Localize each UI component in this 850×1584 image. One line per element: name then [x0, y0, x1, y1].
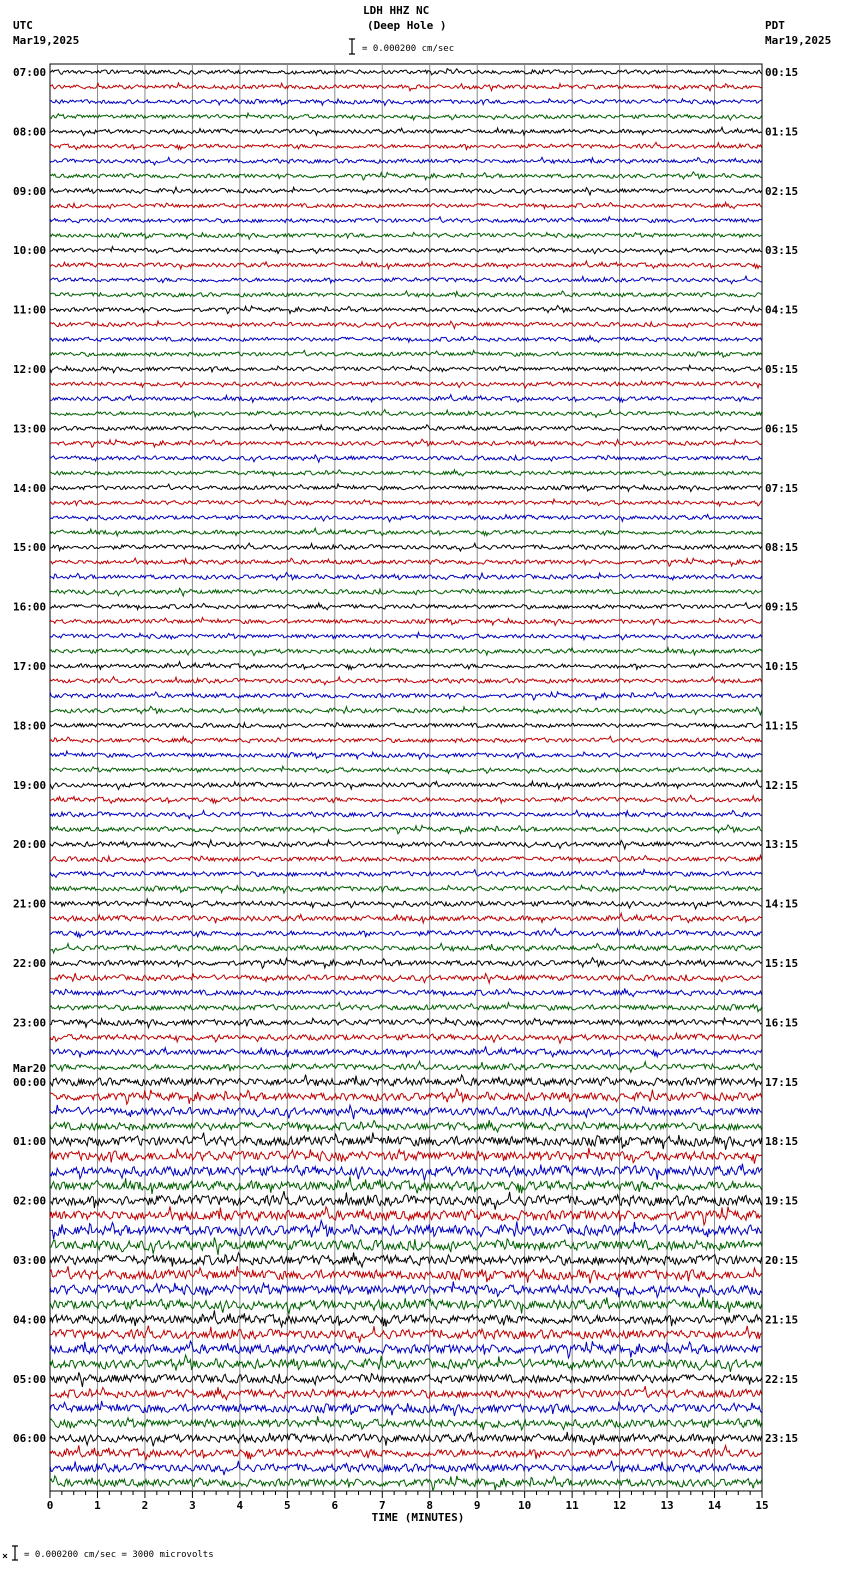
seismic-trace: [50, 514, 762, 521]
seismic-trace: [50, 913, 762, 923]
seismic-trace: [50, 1386, 762, 1399]
seismic-trace: [50, 425, 762, 431]
seismic-trace: [50, 69, 762, 75]
x-tick-label: 12: [612, 1499, 627, 1512]
utc-hour-label: 06:00: [13, 1432, 47, 1446]
seismic-trace: [50, 958, 762, 969]
seismic-trace: [50, 336, 762, 342]
right-timezone: PDT: [765, 19, 785, 32]
utc-hour-label: 05:00: [13, 1372, 47, 1386]
utc-hour-label: 13:00: [13, 422, 47, 436]
seismic-trace: [50, 1075, 762, 1087]
pdt-hour-label: 23:15: [765, 1432, 799, 1446]
seismic-trace: [50, 1372, 762, 1387]
seismic-trace: [50, 1461, 762, 1475]
seismic-trace: [50, 928, 762, 937]
station-title: LDH HHZ NC: [363, 4, 430, 17]
utc-hour-label: 11:00: [13, 303, 47, 317]
pdt-hour-label: 13:15: [765, 838, 799, 852]
pdt-hour-label: 11:15: [765, 719, 799, 733]
x-tick-label: 6: [331, 1499, 339, 1512]
seismic-trace: [50, 1206, 762, 1225]
utc-hour-label: 00:00: [13, 1075, 47, 1089]
seismic-trace: [50, 410, 762, 418]
seismic-trace: [50, 1221, 762, 1240]
pdt-hour-label: 08:15: [765, 541, 799, 555]
seismic-trace: [50, 677, 762, 685]
pdt-hour-label: 14:15: [765, 897, 799, 911]
seismic-trace: [50, 780, 762, 789]
seismic-trace: [50, 1310, 762, 1326]
pdt-hour-label: 12:15: [765, 778, 799, 792]
footer-scale-label: = 0.000200 cm/sec = 3000 microvolts: [24, 1550, 214, 1560]
pdt-hour-label: 05:15: [765, 363, 799, 376]
pdt-hour-label: 17:15: [765, 1075, 799, 1089]
seismic-trace: [50, 573, 762, 580]
seismic-trace: [50, 988, 762, 996]
seismic-trace: [50, 291, 762, 297]
seismic-trace: [50, 127, 762, 135]
x-tick-label: 5: [284, 1499, 291, 1512]
right-date: Mar19,2025: [765, 34, 832, 47]
seismic-trace: [50, 706, 762, 715]
seismic-trace: [50, 217, 762, 223]
seismic-trace: [50, 247, 762, 255]
seismic-trace: [50, 736, 762, 743]
x-tick-label: 8: [426, 1499, 434, 1512]
seismic-trace: [50, 662, 762, 670]
pdt-hour-label: 21:15: [765, 1313, 799, 1327]
seismic-trace: [50, 840, 762, 849]
x-tick-label: 13: [660, 1499, 674, 1512]
footer-marker-icon: [3, 1554, 7, 1558]
seismic-trace: [50, 470, 762, 476]
seismic-trace: [50, 825, 762, 834]
seismic-trace: [50, 543, 762, 551]
utc-hour-label: 15:00: [13, 541, 47, 555]
seismic-trace: [50, 943, 762, 953]
seismic-trace: [50, 350, 762, 357]
x-tick-label: 15: [755, 1499, 769, 1512]
footer-scale-bar-icon: [12, 1546, 18, 1560]
seismic-trace: [50, 1416, 762, 1430]
station-location: (Deep Hole ): [367, 19, 447, 32]
seismic-trace: [50, 99, 762, 106]
seismic-trace: [50, 321, 762, 329]
seismic-trace: [50, 1401, 762, 1416]
seismic-trace: [50, 1266, 762, 1283]
seismic-trace: [50, 618, 762, 626]
seismic-trace: [50, 885, 762, 893]
seismic-trace: [50, 1105, 762, 1119]
seismic-trace: [50, 1061, 762, 1072]
seismic-trace: [50, 499, 762, 506]
utc-hour-label: 19:00: [13, 778, 47, 792]
utc-hour-label: 21:00: [13, 897, 47, 911]
seismic-trace: [50, 1133, 762, 1150]
seismic-trace: [50, 633, 762, 640]
seismic-trace: [50, 381, 762, 388]
seismic-trace: [50, 1297, 762, 1314]
seismic-trace: [50, 365, 762, 372]
x-tick-label: 11: [565, 1499, 579, 1512]
utc-hour-label: 09:00: [13, 184, 47, 198]
utc-hour-label: 22:00: [13, 957, 47, 970]
seismic-trace: [50, 1476, 762, 1490]
seismic-trace: [50, 1148, 762, 1164]
seismic-trace: [50, 1164, 762, 1181]
pdt-hour-label: 03:15: [765, 244, 799, 258]
pdt-hour-label: 20:15: [765, 1254, 799, 1267]
pdt-hour-label: 22:15: [765, 1372, 799, 1386]
x-tick-label: 0: [46, 1499, 54, 1512]
seismic-trace: [50, 528, 762, 536]
utc-hour-label: 12:00: [13, 363, 47, 376]
x-tick-label: 10: [518, 1499, 532, 1512]
utc-hour-label: 03:00: [13, 1254, 47, 1267]
seismic-trace: [50, 973, 762, 983]
seismic-trace: [50, 1445, 762, 1459]
seismic-trace: [50, 558, 762, 566]
seismic-trace: [50, 1120, 762, 1132]
left-date: Mar19,2025: [13, 34, 80, 47]
utc-hour-label: 10:00: [13, 244, 47, 258]
x-axis-label: TIME (MINUTES): [371, 1511, 465, 1524]
seismic-trace: [50, 1355, 762, 1372]
utc-hour-label: 20:00: [13, 838, 47, 852]
date-change-label: Mar20: [13, 1061, 47, 1075]
seismic-trace: [50, 588, 762, 596]
seismic-trace: [50, 1432, 762, 1446]
pdt-hour-label: 07:15: [765, 481, 799, 495]
seismic-trace: [50, 1046, 762, 1057]
pdt-hour-label: 02:15: [765, 184, 799, 198]
seismic-trace: [50, 899, 762, 909]
pdt-hour-label: 10:15: [765, 660, 799, 673]
seismic-trace: [50, 172, 762, 180]
seismic-trace: [50, 306, 762, 314]
pdt-hour-label: 16:15: [765, 1016, 799, 1030]
utc-hour-label: 01:00: [13, 1135, 47, 1149]
seismic-trace: [50, 1191, 762, 1210]
seismic-trace: [50, 766, 762, 773]
utc-hour-label: 02:00: [13, 1194, 47, 1208]
seismic-trace: [50, 603, 762, 610]
x-tick-label: 2: [141, 1499, 149, 1512]
seismic-trace: [50, 276, 762, 284]
seismic-trace: [50, 692, 762, 700]
x-tick-label: 1: [94, 1499, 101, 1512]
seismic-trace: [50, 439, 762, 447]
utc-hour-label: 18:00: [13, 719, 47, 733]
utc-hour-label: 14:00: [13, 481, 47, 495]
seismic-trace: [50, 795, 762, 803]
pdt-hour-label: 04:15: [765, 303, 799, 317]
left-timezone: UTC: [13, 19, 33, 32]
utc-hour-label: 17:00: [13, 660, 47, 673]
x-tick-label: 4: [236, 1499, 244, 1512]
scale-bar-icon: [349, 39, 355, 54]
pdt-hour-label: 06:15: [765, 422, 799, 436]
seismic-trace: [50, 1341, 762, 1358]
seismic-trace: [50, 1003, 762, 1012]
x-tick-label: 9: [473, 1499, 481, 1512]
utc-hour-label: 04:00: [13, 1313, 47, 1327]
seismic-trace: [50, 395, 762, 403]
pdt-hour-label: 09:15: [765, 600, 799, 614]
seismic-trace: [50, 1176, 762, 1194]
seismic-trace: [50, 113, 762, 120]
seismic-trace: [50, 142, 762, 149]
pdt-hour-label: 15:15: [765, 957, 799, 970]
seismic-trace: [50, 751, 762, 759]
utc-hour-label: 23:00: [13, 1016, 47, 1030]
pdt-hour-label: 19:15: [765, 1194, 799, 1208]
scale-label: = 0.000200 cm/sec: [362, 44, 455, 54]
seismic-trace: [50, 157, 762, 165]
pdt-hour-label: 18:15: [765, 1135, 799, 1149]
pdt-hour-label: 01:15: [765, 125, 799, 139]
utc-hour-label: 16:00: [13, 600, 47, 614]
seismic-trace: [50, 648, 762, 656]
seismic-trace: [50, 1252, 762, 1267]
seismic-trace: [50, 1326, 762, 1343]
x-tick-label: 3: [189, 1499, 196, 1512]
seismic-trace: [50, 1017, 762, 1027]
seismic-trace: [50, 83, 762, 91]
seismic-trace: [50, 1282, 762, 1298]
seismic-trace: [50, 1089, 762, 1104]
x-tick-label: 7: [378, 1499, 386, 1512]
seismic-trace: [50, 484, 762, 492]
seismic-trace: [50, 232, 762, 239]
seismic-trace: [50, 1033, 762, 1043]
seismic-trace: [50, 855, 762, 862]
x-tick-label: 14: [707, 1499, 722, 1512]
utc-hour-label: 07:00: [13, 66, 47, 79]
seismic-trace: [50, 455, 762, 462]
seismic-trace: [50, 187, 762, 195]
seismic-trace: [50, 810, 762, 818]
seismic-trace: [50, 202, 762, 208]
utc-hour-label: 08:00: [13, 125, 47, 139]
seismic-trace: [50, 723, 762, 729]
seismic-trace: [50, 261, 762, 269]
seismic-trace: [50, 1237, 762, 1255]
pdt-hour-label: 00:15: [765, 66, 799, 79]
seismic-trace: [50, 870, 762, 878]
